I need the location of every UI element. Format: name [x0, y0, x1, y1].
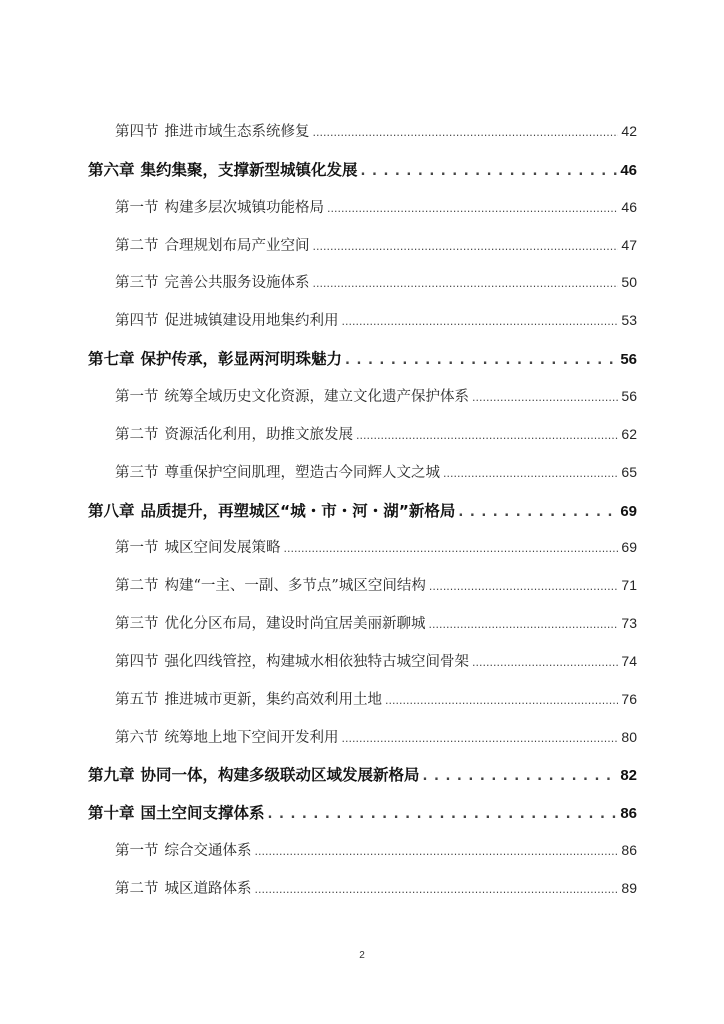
toc-entry-title: 资源活化利用，助推文旅发展	[164, 426, 353, 443]
toc-entry-number: 第四节	[115, 653, 159, 670]
toc-dot-leader	[443, 465, 618, 481]
toc-entry[interactable]	[115, 196, 637, 217]
toc-entry-page: 46	[620, 161, 637, 179]
toc-dot-leader	[345, 350, 617, 368]
toc-dot-leader	[429, 616, 619, 632]
toc-dot-leader	[423, 766, 618, 784]
toc-entry-number: 第四节	[115, 124, 159, 140]
toc-entry-page: 56	[621, 387, 637, 404]
toc-entry-page: 46	[621, 198, 637, 215]
toc-entry-number: 第九章	[88, 766, 135, 785]
toc-entry-title: 协同一体，构建多级联动区域发展新格局	[140, 766, 420, 785]
toc-entry-number: 第二节	[115, 578, 159, 595]
toc-entry-title: 构建多层次城镇功能格局	[164, 199, 324, 216]
toc-entry-page: 42	[621, 123, 637, 139]
toc-dot-leader	[472, 389, 618, 405]
toc-entry-number: 第十章	[88, 804, 135, 823]
toc-entry[interactable]	[88, 158, 637, 180]
toc-entry-title: 尊重保护空间肌理，塑造古今同辉人文之城	[164, 464, 440, 481]
toc-entry[interactable]	[115, 385, 637, 406]
toc-entry-title: 优化分区布局，建设时尚宜居美丽新聊城	[164, 616, 426, 633]
toc-entry-title: 统筹全域历史文化资源，建立文化遗产保护体系	[164, 388, 469, 405]
toc-entry[interactable]	[115, 650, 637, 671]
toc-entry-number: 第三节	[115, 616, 159, 633]
toc-entry-page: 71	[621, 577, 637, 594]
toc-dot-leader	[385, 692, 618, 708]
toc-entry-page: 82	[620, 767, 637, 785]
toc-entry-page: 56	[620, 351, 637, 369]
toc-entry-page: 62	[621, 425, 637, 442]
toc-entry[interactable]	[88, 763, 637, 785]
toc-entry-title: 品质提升，再塑城区“城・市・河・湖”新格局	[140, 501, 456, 520]
toc-dot-leader	[327, 200, 618, 216]
toc-entry-title: 综合交通体系	[164, 843, 252, 860]
toc-entry[interactable]	[115, 688, 637, 709]
toc-entry-number: 第二节	[115, 881, 159, 897]
toc-entry[interactable]	[115, 839, 637, 860]
toc-dot-leader	[356, 427, 618, 443]
toc-entry-title: 推进市域生态系统修复	[164, 124, 310, 140]
toc-entry-title: 强化四线管控，构建城水相依独特古城空间骨架	[164, 653, 469, 670]
toc-dot-leader	[255, 881, 619, 897]
toc-entry[interactable]	[115, 234, 637, 255]
toc-entry-page: 53	[621, 312, 637, 329]
page-number: 2	[359, 950, 365, 961]
toc-entry-number: 第五节	[115, 691, 159, 708]
toc-entry-number: 第八章	[88, 501, 135, 520]
toc-entry-number: 第一节	[115, 199, 159, 216]
toc-entry-title: 国土空间支撑体系	[140, 804, 265, 823]
toc-entry-page: 89	[621, 880, 637, 896]
toc-entry[interactable]	[115, 120, 637, 141]
toc-entry-number: 第二节	[115, 237, 159, 254]
toc-entry-number: 第三节	[115, 464, 159, 481]
toc-entry-title: 促进城镇建设用地集约利用	[164, 313, 339, 330]
toc-entry[interactable]	[88, 499, 637, 521]
toc-entry-page: 76	[621, 690, 637, 707]
toc-dot-leader	[429, 578, 619, 594]
toc-entry-title: 城区空间发展策略	[164, 540, 281, 557]
toc-entry-page: 69	[620, 502, 637, 520]
toc-dot-leader	[255, 843, 619, 859]
toc-entry[interactable]	[88, 347, 637, 369]
toc-entry-title: 集约集聚，支撑新型城镇化发展	[140, 160, 358, 179]
toc-entry-number: 第二节	[115, 426, 159, 443]
toc-dot-leader	[313, 124, 619, 140]
toc-dot-leader	[472, 654, 618, 670]
toc-entry-title: 城区道路体系	[164, 881, 252, 897]
toc-entry[interactable]	[115, 423, 637, 444]
toc-entry-number: 第七章	[88, 350, 135, 369]
toc-entry-page: 86	[621, 842, 637, 859]
toc-entry[interactable]	[115, 574, 637, 595]
toc-entry-page: 65	[621, 463, 637, 480]
toc-entry[interactable]	[115, 612, 637, 633]
toc-dot-leader	[361, 161, 618, 179]
toc-entry-number: 第一节	[115, 388, 159, 405]
toc-entry[interactable]	[115, 461, 637, 482]
toc-entry-page: 73	[621, 615, 637, 632]
toc-entry-page: 74	[621, 652, 637, 669]
toc-entry-title: 推进城市更新，集约高效利用土地	[164, 691, 382, 708]
toc-dot-leader	[284, 540, 619, 556]
toc-entry-number: 第一节	[115, 540, 159, 557]
toc-entry-title: 合理规划布局产业空间	[164, 237, 310, 254]
toc-entry-page: 86	[620, 805, 637, 823]
toc-entry-page: 50	[621, 274, 637, 291]
toc-entry-page: 80	[621, 728, 637, 745]
toc-entry-title: 统筹地上地下空间开发利用	[164, 729, 339, 746]
toc-entry-number: 第一节	[115, 843, 159, 860]
toc-entry[interactable]	[115, 309, 637, 330]
toc-entry[interactable]	[115, 877, 637, 898]
toc-entry-page: 47	[621, 236, 637, 253]
toc-entry-title: 完善公共服务设施体系	[164, 275, 310, 292]
toc-dot-leader	[313, 238, 619, 254]
toc-entry[interactable]	[115, 726, 637, 747]
toc-entry[interactable]	[88, 801, 637, 823]
toc-dot-leader	[313, 275, 619, 291]
toc-entry-title: 保护传承，彰显两河明珠魅力	[140, 350, 343, 369]
toc-entry-number: 第四节	[115, 313, 159, 330]
toc-dot-leader	[268, 804, 618, 822]
toc-entry-title: 构建“一主、一副、多节点”城区空间结构	[164, 578, 426, 595]
toc-dot-leader	[342, 313, 619, 329]
toc-entry[interactable]	[115, 536, 637, 557]
toc-dot-leader	[342, 730, 619, 746]
toc-dot-leader	[458, 502, 617, 520]
toc-entry-number: 第六章	[88, 160, 135, 179]
toc-entry-number: 第三节	[115, 275, 159, 292]
toc-entry[interactable]	[115, 271, 637, 292]
toc-entry-number: 第六节	[115, 729, 159, 746]
toc-entry-page: 69	[621, 539, 637, 556]
